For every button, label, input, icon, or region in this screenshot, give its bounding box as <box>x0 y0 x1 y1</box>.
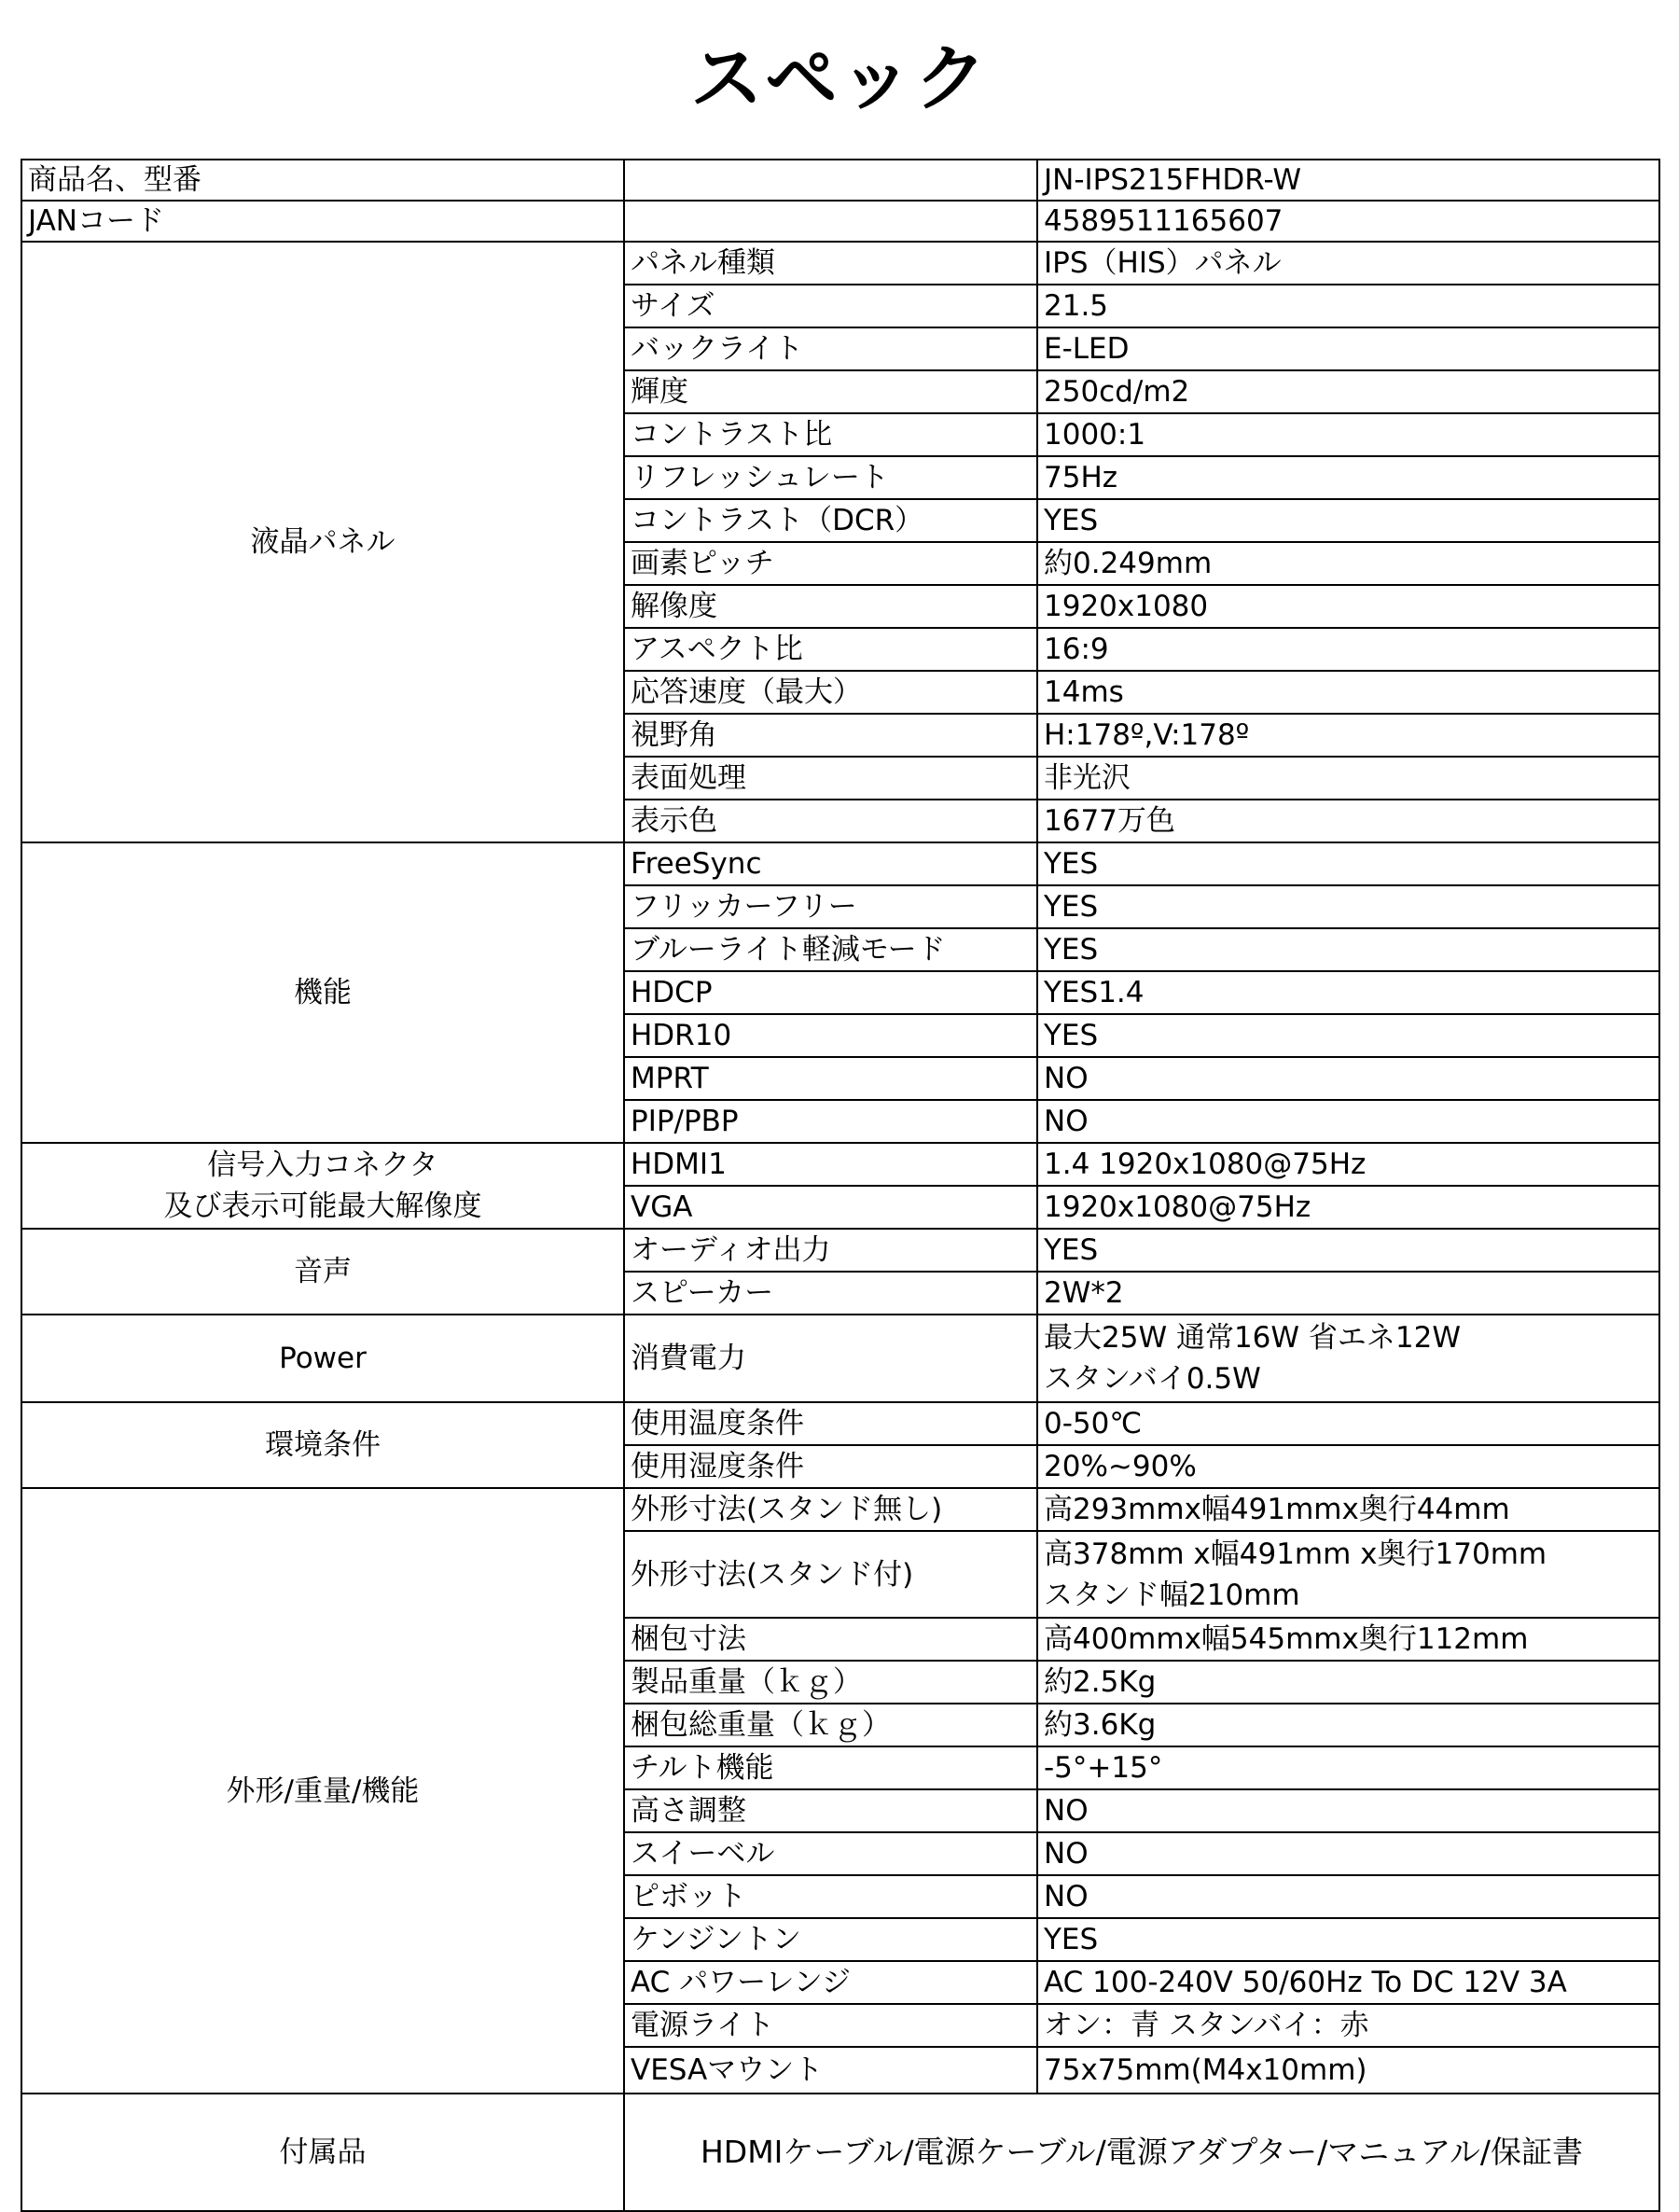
spec-value <box>1037 285 1659 327</box>
spec-label: 視野角 <box>624 714 1037 757</box>
spec-value-line: NO <box>1044 1880 1089 1913</box>
spec-value-line: 高378mm x幅491mm x奥行170mm <box>1044 1537 1547 1571</box>
spec-label: 消費電力 <box>624 1315 1037 1402</box>
spec-label: HDR10 <box>624 1014 1037 1057</box>
spec-value <box>1037 413 1659 456</box>
spec-value <box>1037 2004 1659 2047</box>
spec-label: 輝度 <box>624 370 1037 413</box>
category-label: 環境条件 <box>265 1428 381 1462</box>
category-label: 信号入力コネクタ <box>207 1148 438 1182</box>
spec-value <box>1037 1014 1659 1057</box>
spec-label: バックライト <box>624 327 1037 370</box>
spec-value <box>1037 1488 1659 1531</box>
spec-value-line: 高400mmx幅545mmx奥行112mm <box>1044 1622 1529 1656</box>
spec-label: アスペクト比 <box>624 628 1037 671</box>
spec-value-line: NO <box>1044 1794 1089 1828</box>
spec-label: 高さ調整 <box>624 1789 1037 1832</box>
spec-value-line: YES <box>1044 847 1099 881</box>
spec-value-line: スタンバイ0.5W <box>1044 1362 1261 1396</box>
spec-value <box>1037 671 1659 714</box>
table-row <box>21 1229 1659 1272</box>
spec-value-line: AC 100-240V 50/60Hz To DC 12V 3A <box>1044 1966 1567 1999</box>
spec-value-line: H:178º,V:178º <box>1044 718 1250 752</box>
table-row <box>21 1143 1659 1186</box>
page-title: スペック <box>689 37 989 121</box>
spec-label: フリッカーフリー <box>624 885 1037 928</box>
table-row <box>21 1315 1659 1402</box>
spec-label: 電源ライト <box>624 2004 1037 2047</box>
spec-label: ブルーライト軽減モード <box>624 928 1037 971</box>
spec-label: スピーカー <box>624 1272 1037 1315</box>
category-cell <box>21 842 624 1143</box>
spec-value <box>1037 585 1659 628</box>
category-cell <box>21 1488 624 2094</box>
category-label: Power <box>279 1342 367 1375</box>
spec-value-line: 約3.6Kg <box>1044 1708 1157 1742</box>
spec-label: 梱包総重量（ｋｇ） <box>624 1704 1037 1746</box>
spec-value-line: 0-50℃ <box>1044 1407 1143 1440</box>
table-row <box>21 1488 1659 1531</box>
spec-table <box>21 159 1660 2212</box>
spec-value-line: 約2.5Kg <box>1044 1665 1157 1699</box>
spec-value-line: IPS（HIS）パネル <box>1044 246 1282 280</box>
spec-value-line: E-LED <box>1044 332 1130 366</box>
spec-value <box>1037 1661 1659 1704</box>
spec-value-line: 1000:1 <box>1044 418 1146 452</box>
spec-label: AC パワーレンジ <box>624 1961 1037 2004</box>
category-label: 機能 <box>294 976 352 1009</box>
spec-value-line: 1920x1080@75Hz <box>1044 1190 1311 1224</box>
spec-value-line: 75x75mm(M4x10mm) <box>1044 2053 1367 2087</box>
spec-value <box>1037 1746 1659 1789</box>
table-row <box>21 1402 1659 1445</box>
spec-label: リフレッシュレート <box>624 456 1037 499</box>
spec-label: VESAマウント <box>624 2047 1037 2094</box>
spec-label: 表面処理 <box>624 757 1037 800</box>
spec-value <box>1037 1875 1659 1918</box>
spec-label: HDCP <box>624 971 1037 1014</box>
spec-value-line: 20%~90% <box>1044 1450 1197 1483</box>
spec-label: FreeSync <box>624 842 1037 885</box>
spec-label: 使用温度条件 <box>624 1402 1037 1445</box>
spec-label: 製品重量（ｋｇ） <box>624 1661 1037 1704</box>
spec-value <box>1037 499 1659 542</box>
spec-value <box>1037 1918 1659 1961</box>
spec-value <box>1037 370 1659 413</box>
spec-label: コントラスト（DCR） <box>624 499 1037 542</box>
category-label: 及び表示可能最大解像度 <box>163 1189 482 1223</box>
spec-value <box>1037 1229 1659 1272</box>
category-label: 音声 <box>294 1255 352 1288</box>
spec-label: PIP/PBP <box>624 1100 1037 1143</box>
spec-value <box>1037 1961 1659 2004</box>
category-cell <box>21 1143 624 1229</box>
spec-label: MPRT <box>624 1057 1037 1100</box>
spec-value-line: 2W*2 <box>1044 1276 1124 1310</box>
table-row <box>21 2094 1659 2211</box>
spec-value <box>1037 1704 1659 1746</box>
spec-value-line: 最大25W 通常16W 省エネ12W <box>1044 1321 1462 1355</box>
table-row <box>21 842 1659 885</box>
spec-value <box>1037 885 1659 928</box>
spec-label: 外形寸法(スタンド付) <box>624 1531 1037 1618</box>
spec-value <box>1037 842 1659 885</box>
spec-label: オーディオ出力 <box>624 1229 1037 1272</box>
spec-value <box>1037 327 1659 370</box>
spec-label: チルト機能 <box>624 1746 1037 1789</box>
spec-label: ケンジントン <box>624 1918 1037 1961</box>
spec-value-line: YES <box>1044 1233 1099 1267</box>
category-cell <box>21 1229 624 1315</box>
spec-value-line: 14ms <box>1044 675 1124 709</box>
spec-label: 解像度 <box>624 585 1037 628</box>
spec-value <box>1037 714 1659 757</box>
spec-value-line: 21.5 <box>1044 289 1109 323</box>
spec-value: 4589511165607 <box>1037 201 1659 242</box>
empty-cell <box>624 201 1037 242</box>
spec-value <box>1037 242 1659 285</box>
spec-value <box>1037 800 1659 842</box>
empty-cell <box>624 160 1037 201</box>
category-cell <box>21 1402 624 1488</box>
spec-value-line: スタンド幅210mm <box>1044 1578 1300 1612</box>
spec-value-line: 高293mmx幅491mmx奥行44mm <box>1044 1493 1510 1526</box>
spec-value <box>1037 1057 1659 1100</box>
spec-label: JANコード <box>21 201 624 242</box>
spec-value-line: NO <box>1044 1837 1089 1871</box>
spec-value <box>1037 1402 1659 1445</box>
spec-value <box>1037 456 1659 499</box>
spec-value: JN-IPS215FHDR-W <box>1037 160 1659 201</box>
category-label: 外形/重量/機能 <box>226 1774 420 1808</box>
spec-label: パネル種類 <box>624 242 1037 285</box>
spec-label: 梱包寸法 <box>624 1618 1037 1661</box>
spec-value-line: 非光沢 <box>1044 761 1131 795</box>
spec-label: VGA <box>624 1186 1037 1229</box>
spec-value <box>1037 1832 1659 1875</box>
spec-label: 応答速度（最大） <box>624 671 1037 714</box>
spec-value <box>1037 1186 1659 1229</box>
spec-label: 商品名、型番 <box>21 160 624 201</box>
spec-value-line: YES <box>1044 933 1099 967</box>
spec-value <box>1037 928 1659 971</box>
spec-value-line: YES <box>1044 890 1099 924</box>
category-cell <box>21 242 624 842</box>
category-cell: 付属品 <box>21 2094 624 2211</box>
spec-value <box>1037 1789 1659 1832</box>
spec-value <box>1037 1531 1659 1618</box>
spec-label: 表示色 <box>624 800 1037 842</box>
accessories-value: HDMIケーブル/電源ケーブル/電源アダプター/マニュアル/保証書 <box>624 2094 1659 2211</box>
spec-value-line: NO <box>1044 1062 1089 1095</box>
spec-value-line: YES <box>1044 504 1099 537</box>
spec-value-line: NO <box>1044 1105 1089 1138</box>
spec-label: スイーベル <box>624 1832 1037 1875</box>
spec-value <box>1037 757 1659 800</box>
table-row <box>21 242 1659 285</box>
spec-value-line: 1920x1080 <box>1044 590 1209 623</box>
table-row <box>21 201 1659 242</box>
spec-label: 外形寸法(スタンド無し) <box>624 1488 1037 1531</box>
spec-value-line: YES1.4 <box>1044 976 1145 1009</box>
spec-label: 使用湿度条件 <box>624 1445 1037 1488</box>
category-label: 液晶パネル <box>250 525 395 559</box>
spec-value-line: -5°+15° <box>1044 1751 1163 1785</box>
spec-value <box>1037 628 1659 671</box>
spec-value-line: 250cd/m2 <box>1044 375 1190 409</box>
spec-value-line: 1677万色 <box>1044 804 1175 838</box>
spec-value-line: 1.4 1920x1080@75Hz <box>1044 1148 1367 1181</box>
spec-value-line: オン：青 スタンバイ：赤 <box>1044 2009 1369 2042</box>
spec-value <box>1037 2047 1659 2094</box>
spec-label: 画素ピッチ <box>624 542 1037 585</box>
spec-value <box>1037 1445 1659 1488</box>
spec-label: HDMI1 <box>624 1143 1037 1186</box>
table-row <box>21 160 1659 201</box>
category-cell <box>21 1315 624 1402</box>
spec-value <box>1037 1272 1659 1315</box>
spec-value-line: 75Hz <box>1044 461 1118 494</box>
spec-value-line: YES <box>1044 1019 1099 1052</box>
spec-value <box>1037 1143 1659 1186</box>
spec-label: サイズ <box>624 285 1037 327</box>
spec-value <box>1037 971 1659 1014</box>
spec-value <box>1037 542 1659 585</box>
spec-label: ピボット <box>624 1875 1037 1918</box>
spec-value <box>1037 1618 1659 1661</box>
spec-value <box>1037 1315 1659 1402</box>
spec-value-line: YES <box>1044 1923 1099 1956</box>
spec-label: コントラスト比 <box>624 413 1037 456</box>
spec-value <box>1037 1100 1659 1143</box>
spec-value-line: 約0.249mm <box>1044 547 1213 580</box>
spec-value-line: 16:9 <box>1044 633 1109 666</box>
